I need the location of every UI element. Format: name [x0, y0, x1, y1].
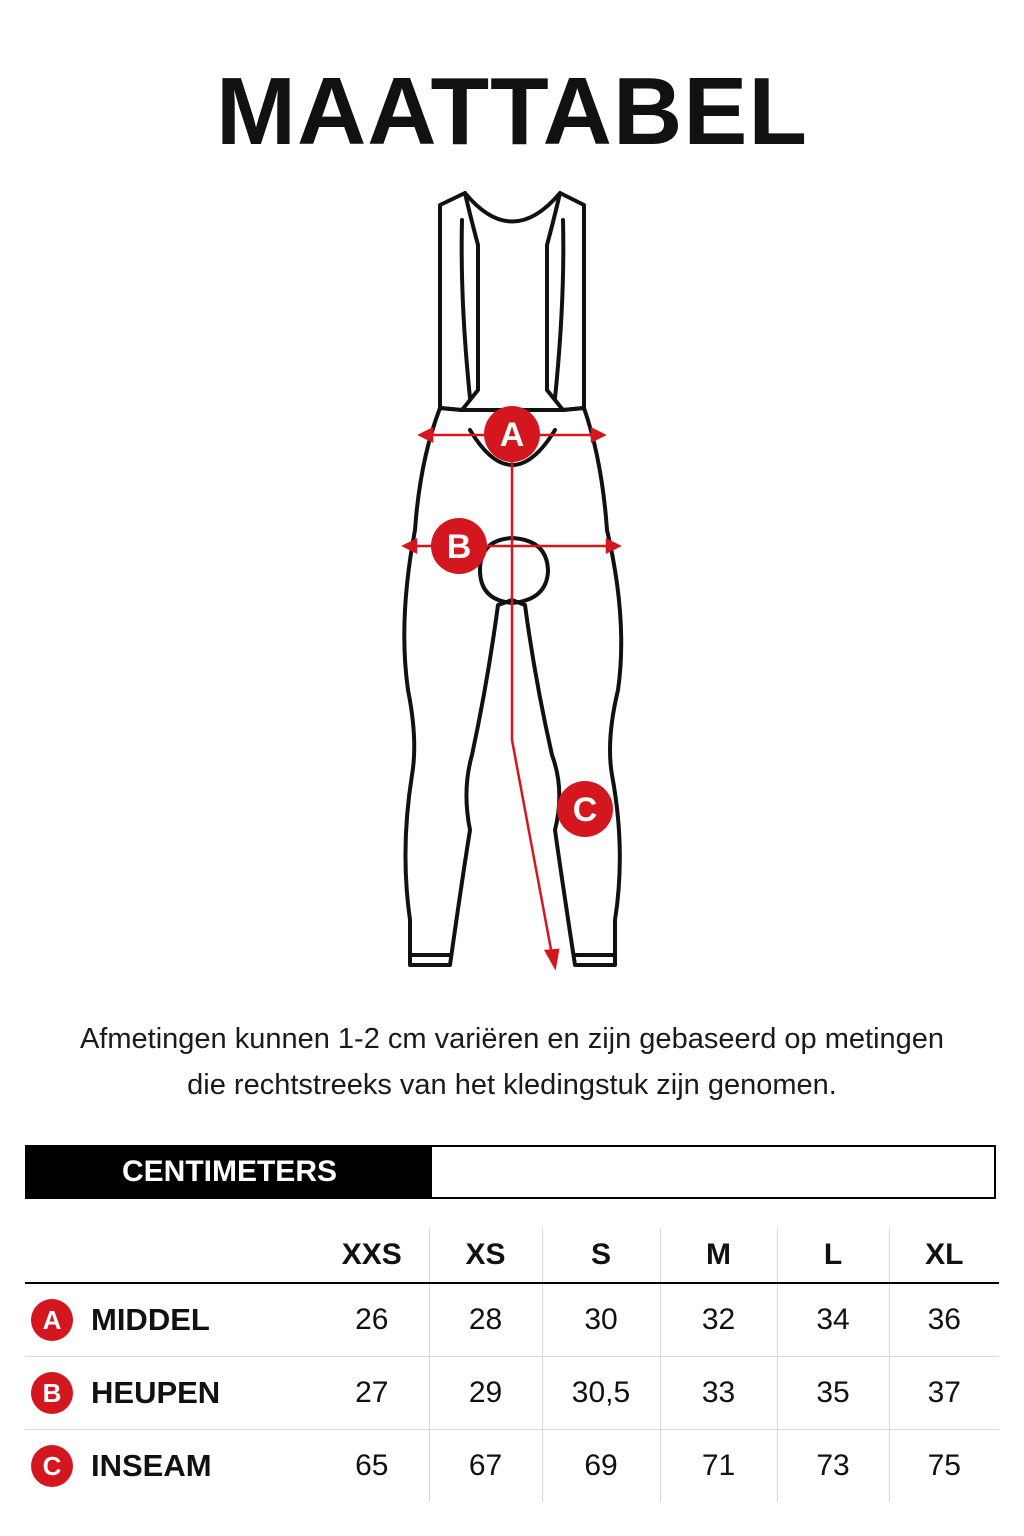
size-header-row: [25, 1228, 999, 1283]
svg-text:C: C: [572, 791, 598, 829]
table-cell: 75: [889, 1430, 999, 1503]
note-line-2: die rechtstreeks van het kledingstuk zijn genomen.: [187, 1069, 837, 1101]
table-cell: 35: [777, 1357, 889, 1430]
row-header: [25, 1357, 315, 1430]
table-cell: 29: [429, 1357, 542, 1430]
svg-text:B: B: [446, 528, 472, 566]
table-cell: 33: [660, 1357, 777, 1430]
table-cell: 26: [355, 1303, 389, 1336]
measurement-note: [0, 1016, 1024, 1108]
row-label: MIDDEL: [91, 1302, 210, 1337]
table-cell: 36: [889, 1283, 999, 1357]
page-title: MAATTABEL: [216, 58, 808, 165]
table-cell: 73: [777, 1430, 889, 1503]
size-header: XS: [429, 1228, 542, 1283]
right-strap: [547, 193, 584, 410]
row-header: [25, 1283, 315, 1357]
note-line-1: Afmetingen kunnen 1-2 cm variëren en zijn gebaseerd op metingen: [79, 1023, 945, 1055]
table-cell: 34: [777, 1283, 889, 1357]
table-row: [25, 1283, 999, 1357]
size-header: M: [660, 1228, 777, 1283]
table-cell: 65: [315, 1430, 429, 1503]
svg-text:A: A: [499, 416, 525, 454]
marker-badge: B: [31, 1372, 73, 1414]
marker-badge: C: [31, 1445, 73, 1487]
size-header: XXS: [315, 1228, 429, 1283]
bib-tights-diagram: [380, 188, 650, 978]
table-cell: 37: [889, 1357, 999, 1430]
unit-label: CENTIMETERS: [27, 1147, 432, 1197]
marker-badge: A: [31, 1299, 73, 1341]
table-row: [25, 1357, 999, 1430]
table-cell: 67: [429, 1430, 542, 1503]
table-cell: 28: [429, 1283, 542, 1357]
size-header: L: [777, 1228, 889, 1283]
size-table: [25, 1228, 999, 1502]
left-leg-outline: [404, 408, 512, 965]
right-leg-outline: [512, 408, 621, 965]
table-cell: 71: [660, 1430, 777, 1503]
table-cell: 30: [542, 1283, 660, 1357]
table-cell: 27: [315, 1357, 429, 1430]
row-label: INSEAM: [91, 1448, 212, 1483]
marker-a: [484, 406, 540, 462]
row-header: [25, 1430, 315, 1503]
size-header: XL: [889, 1228, 999, 1283]
left-strap: [440, 193, 478, 410]
crotch-panel: [480, 538, 548, 603]
marker-b: [431, 518, 487, 574]
unit-bar: [25, 1145, 996, 1199]
row-label: HEUPEN: [91, 1375, 221, 1410]
marker-c: [557, 781, 613, 837]
table-row: [25, 1430, 999, 1503]
table-cell: 69: [542, 1430, 660, 1503]
table-cell: 32: [660, 1283, 777, 1357]
header-corner: [25, 1228, 315, 1283]
table-cell: 30,5: [542, 1357, 660, 1430]
size-header: S: [542, 1228, 660, 1283]
